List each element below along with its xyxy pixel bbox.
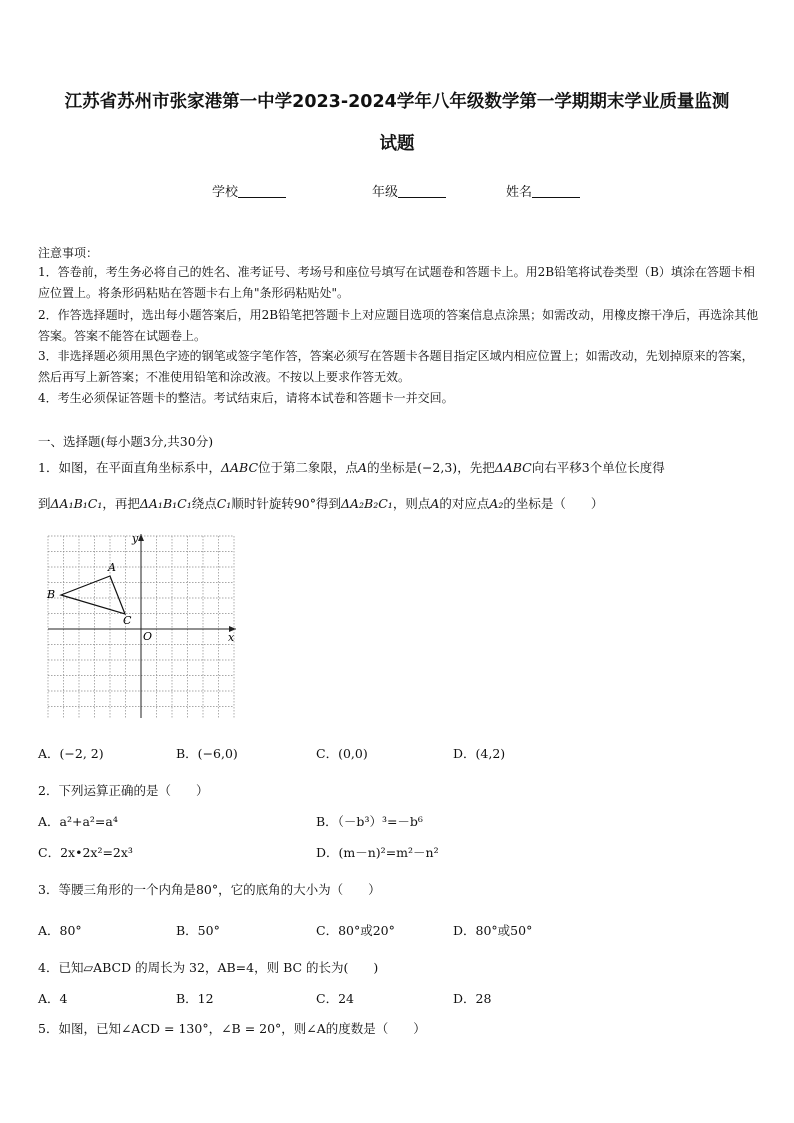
q1-text: ，再把 <box>102 496 140 511</box>
q1-option-d[interactable]: D．(4,2) <box>453 746 506 761</box>
q4-option-d[interactable]: D．28 <box>453 991 492 1006</box>
school-field <box>212 181 286 200</box>
grade-label: 年级 <box>372 185 399 200</box>
q4-option-b[interactable]: B．12 <box>176 991 214 1006</box>
name-label: 姓名 <box>506 185 533 200</box>
q1-stem-line2 <box>38 494 760 512</box>
q2-option-c[interactable]: C．2x•2x²=2x³ <box>38 845 133 860</box>
q3-option-d[interactable]: D．80°或50° <box>453 923 533 938</box>
origin-label: O <box>143 630 153 643</box>
grade-field <box>372 181 446 200</box>
q4-stem: 4．已知▱ABCD 的周长为 32，AB=4，则 BC 的长为( ) <box>38 960 379 975</box>
q1-math: A <box>358 460 368 475</box>
q1-text: 位于第二象限，点 <box>258 460 359 475</box>
q1-option-c[interactable]: C．(0,0) <box>316 746 368 761</box>
q1-text: 到 <box>38 496 51 511</box>
exam-title-line1: 江苏省苏州市张家港第一中学2023-2024学年八年级数学第一学期期末学业质量监测 <box>64 92 730 112</box>
point-b-label: B <box>47 588 56 601</box>
q2-option-b[interactable]: B．（－b³）³=－b⁶ <box>316 814 423 829</box>
q1-text: 绕点 <box>191 496 217 511</box>
q4-option-c[interactable]: C．24 <box>316 991 354 1006</box>
q4-option-a[interactable]: A．4 <box>38 991 68 1006</box>
point-a-label: A <box>108 561 116 574</box>
notes-item-3: 3．非选择题必须用黑色字迹的钢笔或签字笔作答，答案必须写在答题卡各题目指定区域内相应位置上；如需改动，先划掉原来的答案，然后再写上新答案；不准使用铅笔和涂改液。不按以上要求作答无效。 <box>38 349 754 384</box>
q2-stem: 2．下列运算正确的是（ ） <box>38 783 209 798</box>
q1-text: ，则点 <box>392 496 431 511</box>
x-axis-label: x <box>228 631 235 644</box>
y-axis-arrow-icon <box>138 534 144 541</box>
q3-option-a[interactable]: A．80° <box>38 923 82 938</box>
notes-heading: 注意事项： <box>38 246 99 260</box>
triangle-abc <box>61 576 125 614</box>
q1-math: C₁ <box>216 496 232 511</box>
q1-coordinate-figure <box>40 528 240 720</box>
q1-math: A₂ <box>489 496 504 511</box>
q1-text: 如图，在平面直角坐标系中， <box>58 460 221 475</box>
point-c-label: C <box>123 614 132 627</box>
q1-option-b[interactable]: B．(−6,0) <box>176 746 238 761</box>
notes-item-2: 2．作答选择题时，选出每小题答案后，用2B铅笔把答题卡上对应题目选项的答案信息点涂黑；如需改动，用橡皮擦干净后，再选涂其他答案。答案不能答在试题卷上。 <box>38 308 759 343</box>
q1-math: (−2,3) <box>417 460 458 475</box>
q1-math: ΔA₁B₁C₁ <box>50 496 103 511</box>
q1-text: 的坐标是 <box>367 460 418 475</box>
exam-title-line2: 试题 <box>379 134 415 154</box>
school-blank[interactable] <box>238 184 286 198</box>
name-field <box>506 181 580 200</box>
q3-option-c[interactable]: C．80°或20° <box>316 923 395 938</box>
q5-stem: 5．如图，已知∠ACD = 130°，∠B = 20°，则∠A的度数是（ ） <box>38 1021 426 1036</box>
q2-option-a[interactable]: A．a²+a²=a⁴ <box>38 814 118 829</box>
notes-item-1: 1．答卷前，考生务必将自己的姓名、准考证号、考场号和座位号填写在试题卷和答题卡上。用2B铅笔将试卷类型（B）填涂在答题卡相应位置上。将条形码粘贴在答题卡右上角"条形码粘贴处"。 <box>38 265 755 300</box>
q1-stem-line1 <box>38 458 760 476</box>
name-blank[interactable] <box>532 184 580 198</box>
school-label: 学校 <box>212 185 239 200</box>
q1-text: ，先把 <box>457 460 495 475</box>
q1-text: 顺时针旋转90°得到 <box>231 496 341 511</box>
notes-item-4: 4．考生必须保证答题卡的整洁。考试结束后，请将本试卷和答题卡一并交回。 <box>38 391 454 405</box>
q1-number: 1． <box>38 460 59 475</box>
q3-option-b[interactable]: B．50° <box>176 923 220 938</box>
q1-text: 的对应点 <box>439 496 490 511</box>
q1-math: ΔABC <box>494 460 532 475</box>
q1-math: ΔA₁B₁C₁ <box>139 496 192 511</box>
q1-text: 向右平移3个单位长度得 <box>531 460 665 475</box>
q2-option-d[interactable]: D．(m－n)²=m²－n² <box>316 845 439 860</box>
q3-stem: 3．等腰三角形的一个内角是80°，它的底角的大小为（ ） <box>38 882 381 897</box>
q1-text: 的坐标是（ ） <box>503 496 604 511</box>
grade-blank[interactable] <box>398 184 446 198</box>
y-axis-label: y <box>132 532 139 545</box>
q1-math: ΔABC <box>220 460 259 475</box>
q1-math: A <box>430 496 440 511</box>
q1-option-a[interactable]: A．(−2, 2) <box>38 746 104 761</box>
q1-math: ΔA₂B₂C₁ <box>340 496 393 511</box>
section-heading: 一、选择题(每小题3分,共30分) <box>38 434 214 449</box>
